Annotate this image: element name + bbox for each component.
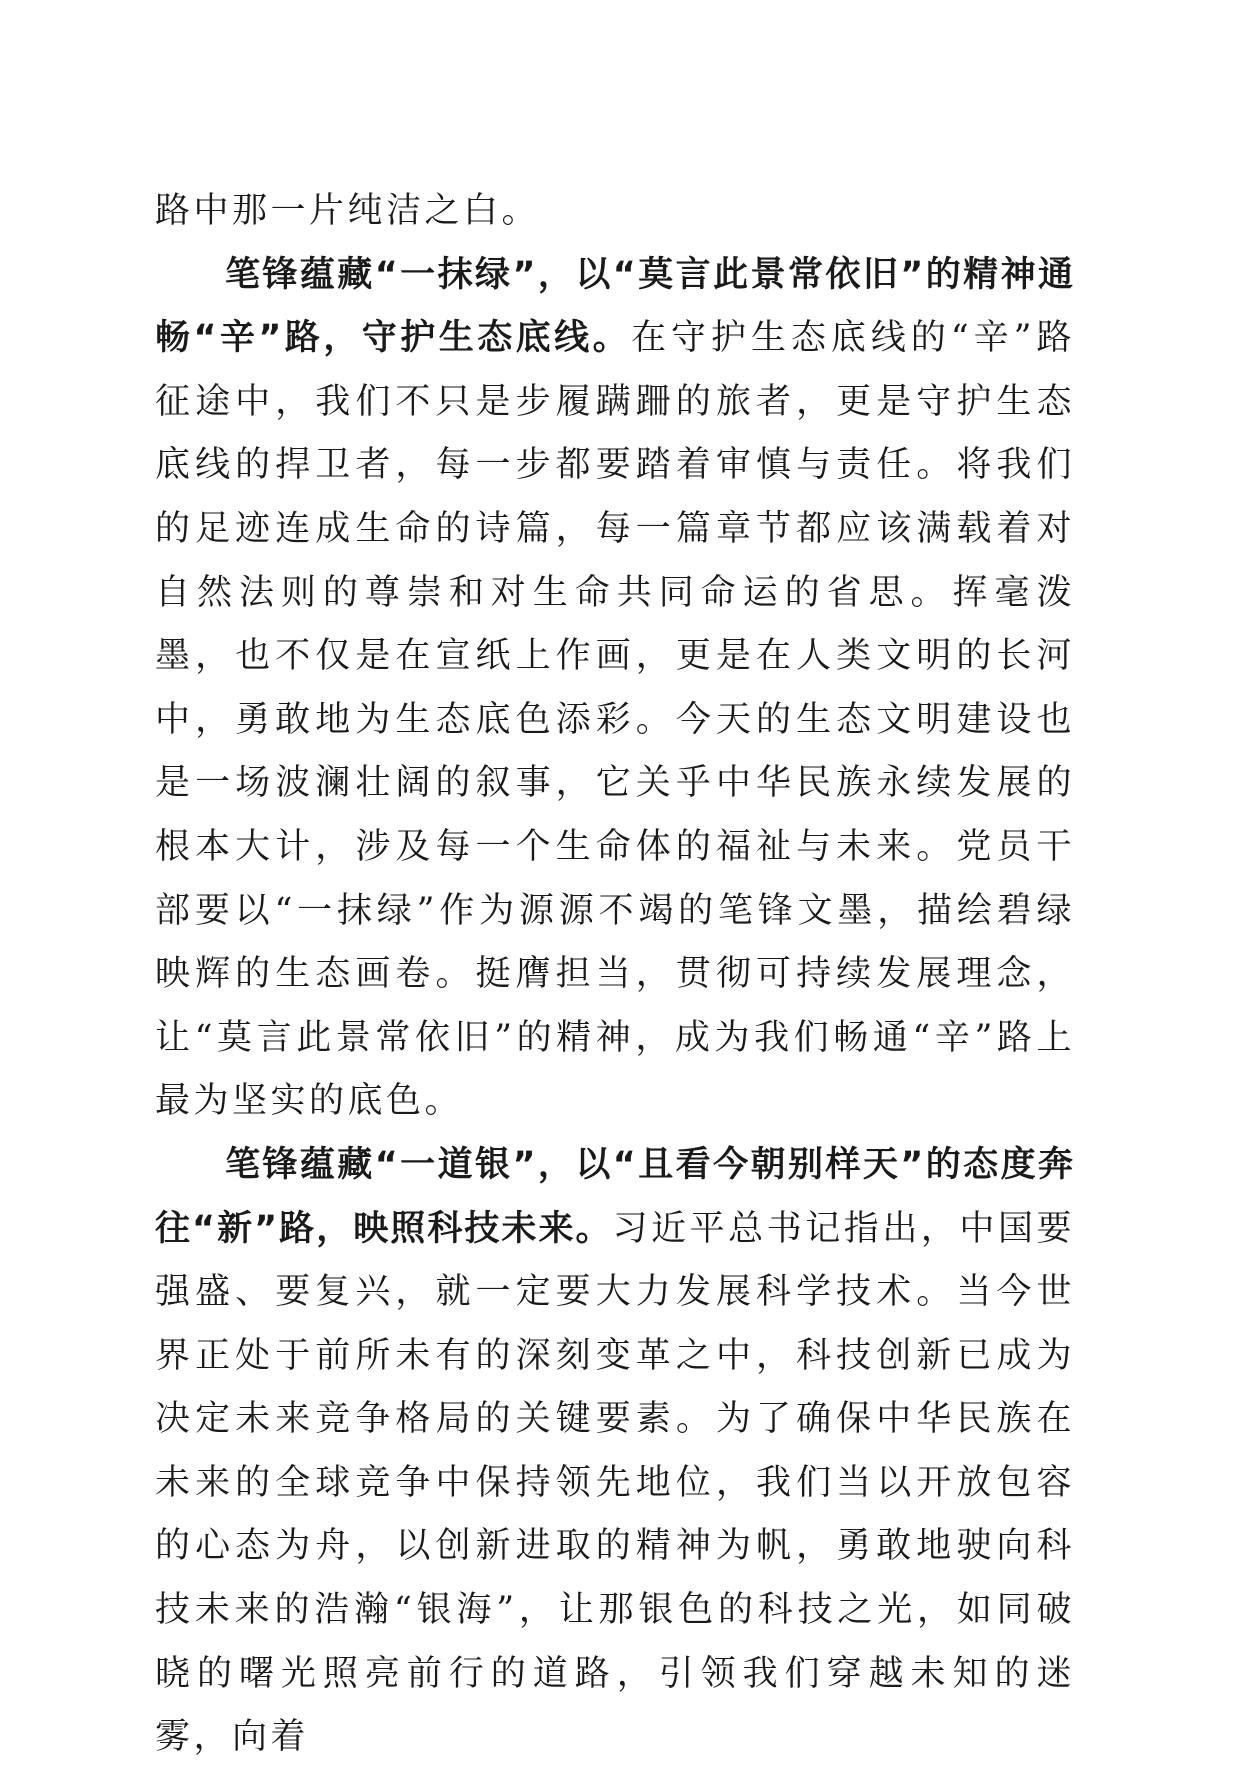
paragraph-body: 路中那一片纯洁之白。 [155, 191, 541, 231]
paragraph-lead-heading: 笔锋蕴藏“一抹绿”，以“莫言此景常依旧”的精神通畅“辛”路，守护生态底线。 [155, 254, 1075, 359]
paragraph-green [155, 244, 1075, 1134]
paragraph-body: 在守护生态底线的“辛”路征途中，我们不只是步履蹒跚的旅者，更是守护生态底线的捍卫者，每一步都要踏着审慎与责任。将我们的足迹连成生命的诗篇，每一篇章节都应该满载着对自然法则的尊崇和对生命共同命运的省思。挥毫泼墨，也不仅是在宣纸上作画，更是在人类文明的长河中，勇敢地为生态底色添彩。今天的生态文明建设也是一场波澜壮阔的叙事，它关乎中华民族永续发展的根本大计，涉及每一个生命体的福祉与未来。党员干部要以“一抹绿”作为源源不竭的笔锋文墨，描绘碧绿映辉的生态画卷。挺膺担当，贯彻可持续发展理念，让“莫言此景常依旧”的精神，成为我们畅通“辛”路上最为坚实的底色。 [155, 318, 1075, 1122]
paragraph-silver [155, 1134, 1075, 1770]
paragraph-continuation [155, 180, 1075, 244]
paragraph-lead-heading: 笔锋蕴藏“一道银”，以“且看今朝别样天”的态度奔往“新”路，映照科技未来。 [155, 1144, 1075, 1249]
paragraph-body: 习近平总书记指出，中国要强盛、要复兴，就一定要大力发展科学技术。当今世界正处于前所未有的深刻变革之中，科技创新已成为决定未来竞争格局的关键要素。为了确保中华民族在未来的全球竞争中保持领先地位，我们当以开放包容的心态为舟，以创新进取的精神为帆，勇敢地驶向科技未来的浩瀚“银海”，让那银色的科技之光，如同破晓的曙光照亮前行的道路，引领我们穿越未知的迷雾，向着 [155, 1208, 1075, 1758]
document-body [155, 180, 1075, 1770]
